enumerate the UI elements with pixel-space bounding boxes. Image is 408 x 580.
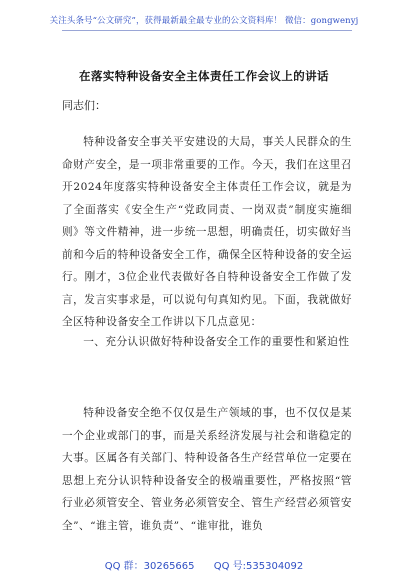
footer-contact bbox=[0, 557, 408, 572]
document-title: 在落实特种设备安全主体责任工作会议上的讲话 bbox=[79, 69, 329, 83]
section-heading-1: 一、充分认识做好特种设备安全工作的重要性和紧迫性 bbox=[83, 336, 350, 348]
body-paragraph-1: 特种设备安全事关平安建设的大局，事关人民群众的生命财产安全，是一项非常重要的工作。今天，我们在这里召开2024年度落实特种设备安全主体责任工作会议，就是为了全面落实《安全生产“党政同责、一岗双责”制度实施细则》等文件精神，进一步统一思想，明确责任，切实做好当前和今后的特种设备安全工作，确保全区特种设备的安全运行。刚才，3位企业代表做好各自特种设备安全工作做了发言，发言实事求是，可以说句句真知灼见。下面，我就做好全区特种设备安全工作讲以下几点意见： bbox=[62, 136, 352, 328]
header-divider bbox=[62, 30, 352, 31]
greeting: 同志们： bbox=[62, 99, 106, 112]
body-paragraph-2: 特种设备安全绝不仅仅是生产领域的事，也不仅仅是某一个企业或部门的事，而是关系经济发展与社会和谐稳定的大事。区属各有关部门、特种设备各生产经营单位一定要在思想上充分认识特种设备安全的极端重要性，严格按照“管行业必须管安全、管业务必须管安全、管生产经营必须管安全”、“谁主管，谁负责”、“谁审批，谁负 bbox=[62, 407, 352, 532]
footer-qq-number[interactable]: QQ 号:535304092 bbox=[213, 561, 304, 572]
header-banner[interactable]: 关注头条号“公文研究”，获得最新最全最专业的公文资料库！ 微信：gongwenyj bbox=[49, 16, 359, 26]
footer-qq-group[interactable]: QQ 群：30265665 bbox=[104, 561, 195, 572]
